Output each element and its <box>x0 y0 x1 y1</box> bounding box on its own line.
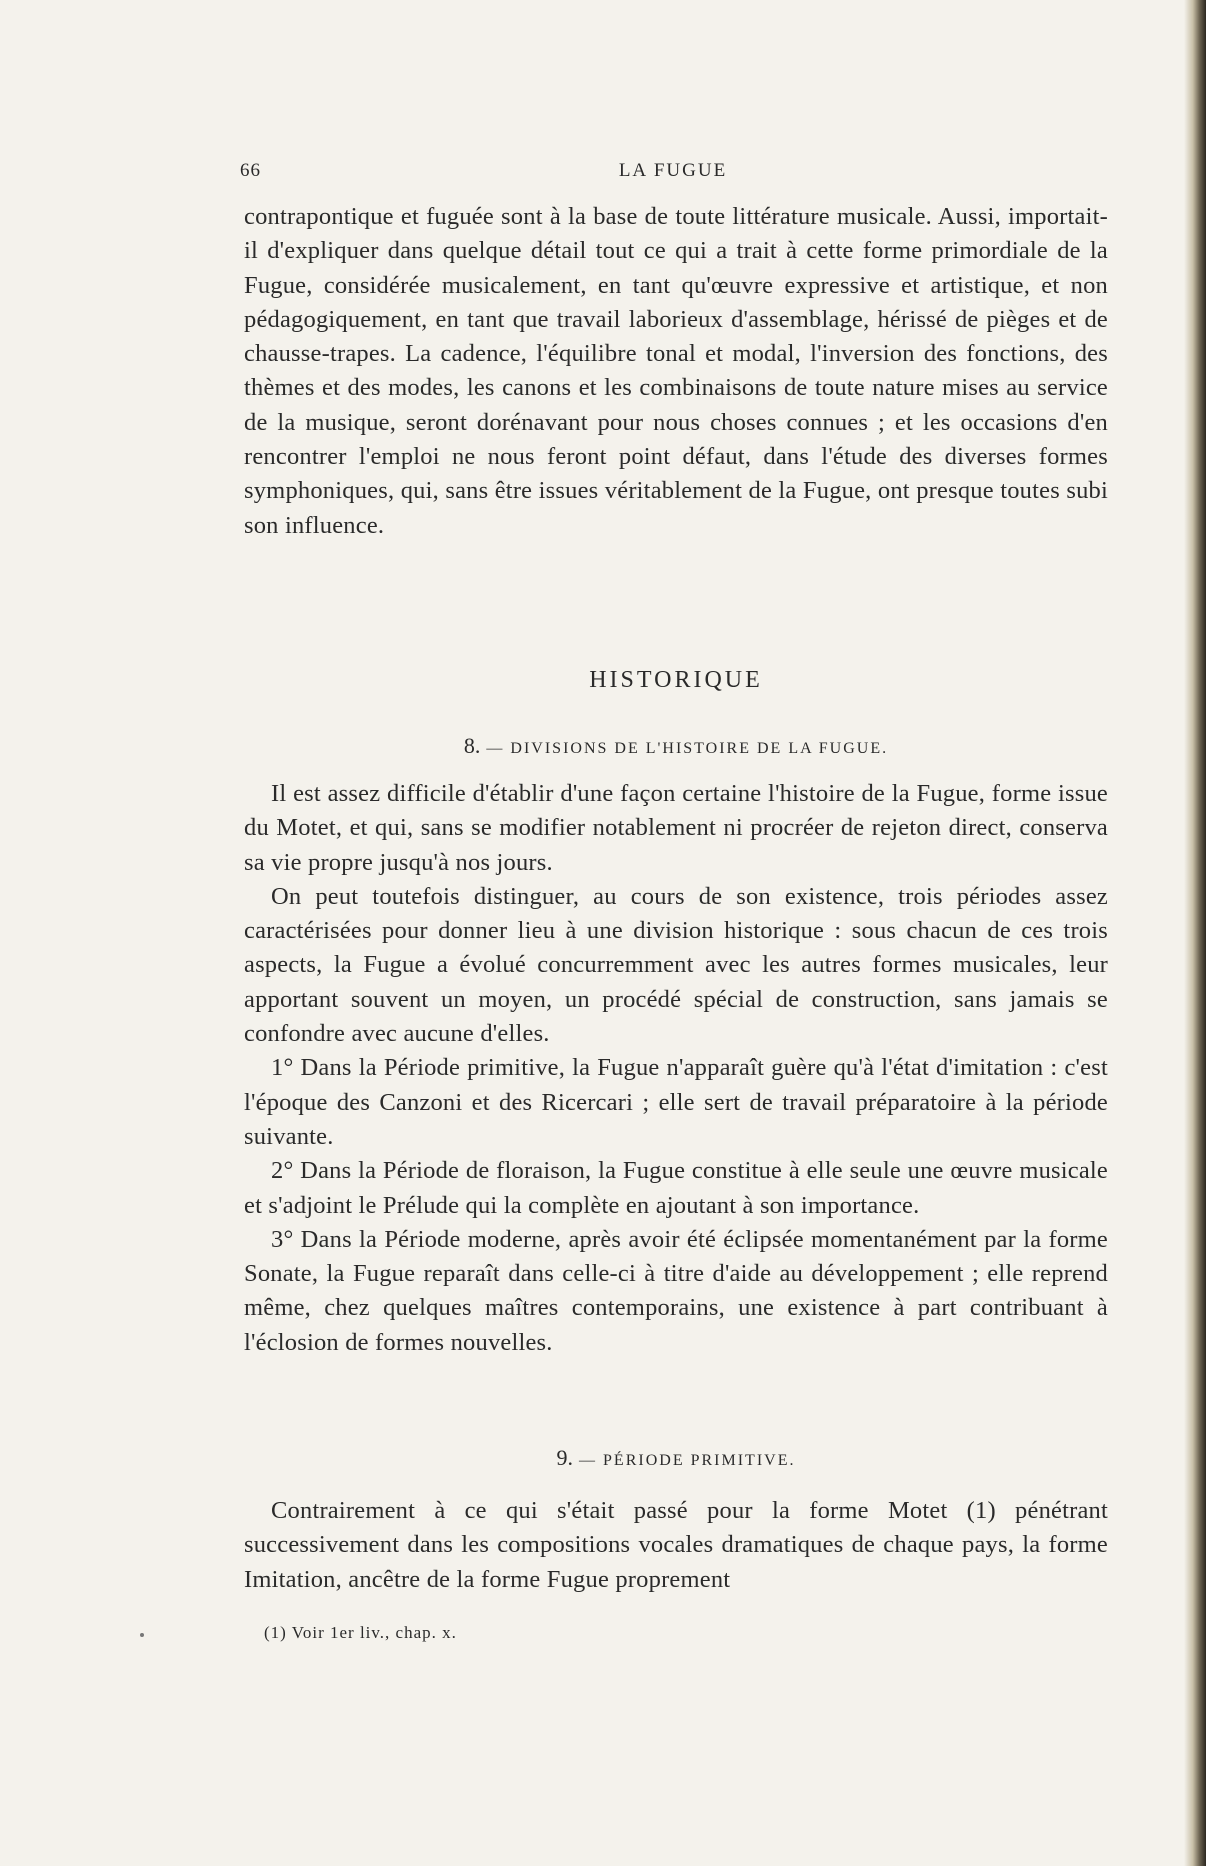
subsection-8-title: — DIVISIONS DE L'HISTOIRE DE LA FUGUE. <box>486 740 889 757</box>
subsection-8-body <box>244 777 1108 1360</box>
page-header <box>240 160 1106 188</box>
page-number: 66 <box>240 160 261 181</box>
intro-paragraph: contrapontique et fuguée sont à la base de toute littérature musicale. Aussi, importait-il d'expliquer dans quelque détail tout ce qui a trait à cette forme primordiale de la Fugue, considérée musicalement, en tant qu'œuvre expressive et artistique, et non pédagogiquement, en tant que travail laborieux d'assemblage, hérissé de pièges et de chausse-trapes. La cadence, l'équilibre tonal et modal, l'inversion des fonctions, des thèmes et des modes, les canons et les combinaisons de toute nature mises au service de la musique, seront dorénavant pour nous choses connues ; et les occasions d'en rencontrer l'emploi ne nous feront point défaut, dans l'étude des diverses formes symphoniques, qui, sans être issues véritablement de la Fugue, ont presque toutes subi son influence. <box>244 203 1108 539</box>
subsection-9-body <box>244 1494 1108 1597</box>
paragraph: 1° Dans la Période primitive, la Fugue n'apparaît guère qu'à l'état d'imitation : c'est l'époque des Canzoni et des Ricercari ; elle sert de travail préparatoire à la période suivante. <box>244 1054 1108 1150</box>
subsection-9-heading <box>244 1445 1108 1471</box>
running-title: LA FUGUE <box>618 160 728 181</box>
intro-paragraph-block <box>244 200 1108 543</box>
page-edge-shadow <box>1184 0 1206 1866</box>
paragraph: 3° Dans la Période moderne, après avoir été éclipsée momentanément par la forme Sonate, la Fugue reparaît dans celle-ci à titre d'aide au développement ; elle reprend même, chez quelques maîtres contemporains, une existence à part contribuant à l'éclosion de formes nouvelles. <box>244 1225 1108 1356</box>
paragraph: 2° Dans la Période de floraison, la Fugue constitue à elle seule une œuvre musicale et s'adjoint le Prélude qui la complète en ajoutant à son importance. <box>244 1157 1108 1219</box>
subsection-8-heading <box>244 733 1108 759</box>
margin-dot <box>140 1633 144 1637</box>
paragraph: Il est assez difficile d'établir d'une façon certaine l'histoire de la Fugue, forme issue du Motet, et qui, sans se modifier notablement ni procréer de rejeton direct, conserva sa vie propre jusqu'à nos jours. <box>244 780 1108 876</box>
footnote: (1) Voir 1er liv., chap. x. <box>264 1623 457 1642</box>
section-heading: HISTORIQUE <box>589 667 763 693</box>
subsection-9-title: — PÉRIODE PRIMITIVE. <box>579 1452 796 1469</box>
paragraph: On peut toutefois distinguer, au cours de son existence, trois périodes assez caractérisées pour donner lieu à une division historique : sous chacun de ces trois aspects, la Fugue a évolué concurremment avec les autres formes musicales, leur apportant souvent un moyen, un procédé spécial de construction, sans jamais se confondre avec aucune d'elles. <box>244 882 1108 1048</box>
paragraph: Contrairement à ce qui s'était passé pour la forme Motet (1) pénétrant successivement dans les compositions vocales dramatiques de chaque pays, la forme Imitation, ancêtre de la forme Fugue proprement <box>244 1497 1108 1593</box>
subsection-9-number: 9. <box>556 1445 574 1470</box>
subsection-8-number: 8. <box>463 733 481 758</box>
